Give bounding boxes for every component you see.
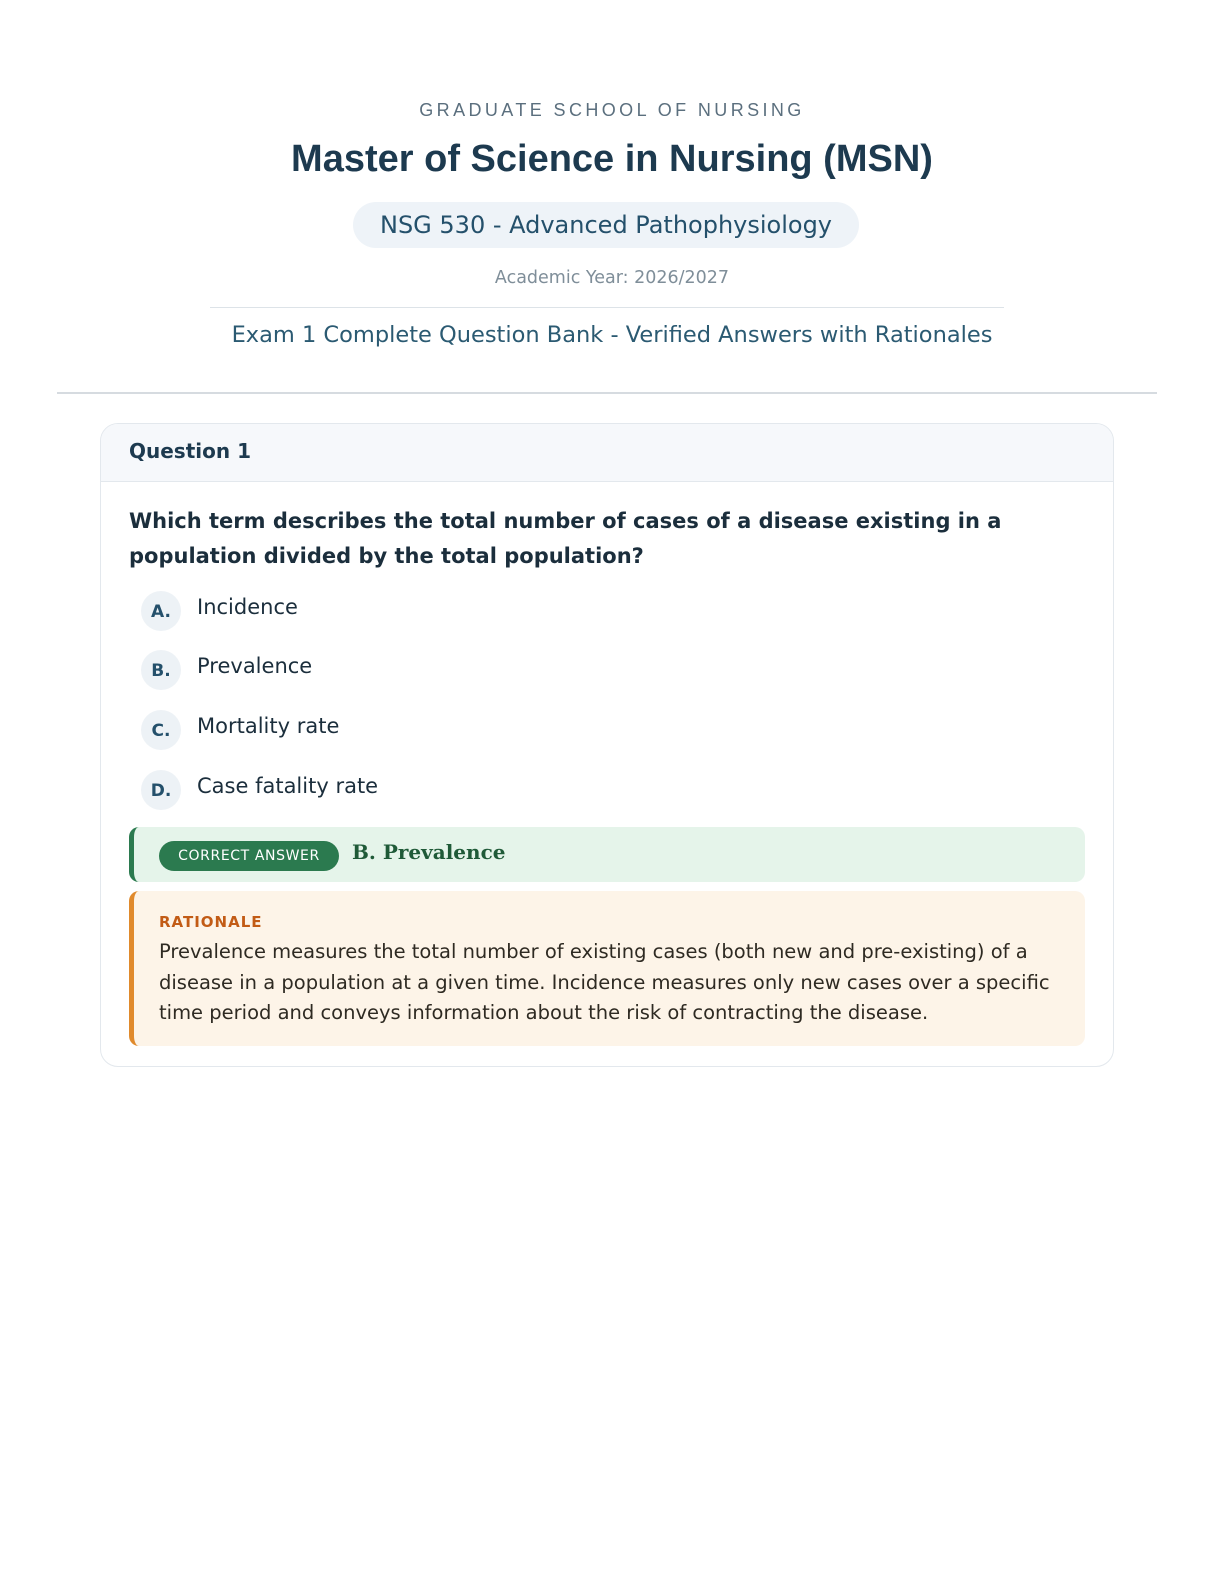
option-text: Prevalence [197, 654, 313, 678]
rationale-label: RATIONALE [159, 913, 263, 931]
header-divider [210, 307, 1004, 308]
course-pill: NSG 530 - Advanced Pathophysiology [353, 202, 859, 248]
page-divider [57, 392, 1157, 394]
option-letter: D. [141, 770, 181, 810]
school-name: GRADUATE SCHOOL OF NURSING [419, 100, 805, 120]
question-card-header [101, 424, 1113, 482]
option-letter: C. [141, 710, 181, 750]
program-title: Master of Science in Nursing (MSN) [291, 138, 933, 180]
question-card [100, 423, 1114, 1067]
question-title: Question 1 [129, 439, 251, 463]
document-subtitle: Exam 1 Complete Question Bank - Verified Answers with Rationales [231, 322, 993, 348]
option-letter: B. [141, 650, 181, 690]
academic-year: Academic Year: 2026/2027 [494, 268, 730, 288]
rationale-text: Prevalence measures the total number of existing cases (both new and pre-existing) of a disease in a population at a given time. Incidence measures only new cases over a specific time period and conveys information about the risk of contracting the disease. [159, 940, 1050, 1024]
correct-answer-badge: CORRECT ANSWER [159, 841, 339, 871]
question-stem: Which term describes the total number of cases of a disease existing in a population divided by the total population? [129, 509, 1002, 568]
correct-answer-box [129, 827, 1085, 882]
rationale-box [129, 891, 1085, 1046]
correct-answer-text: B. Prevalence [352, 840, 506, 864]
option-text: Mortality rate [197, 714, 340, 738]
option-text: Incidence [197, 595, 298, 619]
option-letter: A. [141, 591, 181, 631]
option-text: Case fatality rate [197, 774, 379, 798]
